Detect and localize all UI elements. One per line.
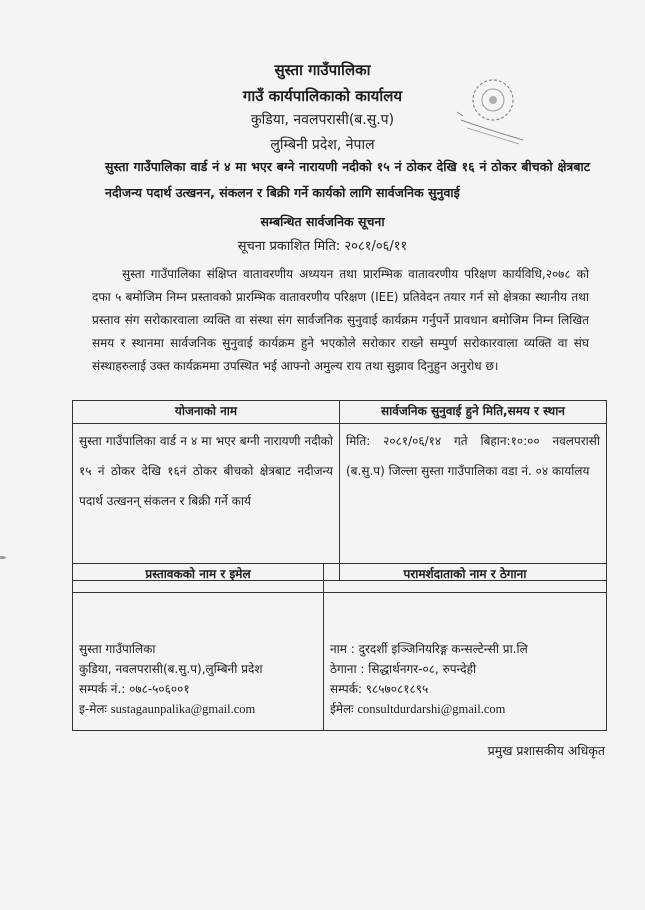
notice-body: सुस्ता गाउँपालिका संक्षिप्त वातावरणीय अध्ययन तथा प्रारम्भिक वातावरणीय परिक्षण कार्यविधि,२०७८ को दफा ५ बमोजिम निम्न प्रस्तावको प्रारम्भिक वातावरणीय परिक्षण (IEE) प्रतिवेदन तयार गर्न सो क्षेत्रका स्थानीय तथा प्रस्ताव संग सरोकारवाला व्यक्ति वा संस्था संग सार्वजनिक सुनुवाई कार्यक्रम गर्नुपर्ने प्रावधान बमोजिम निम्न लिखित समय र स्थानमा सार्वजनिक सुनुवाई कार्यक्रम हुने भएकोले सरोकार राख्ने सम्पुर्ण सरोकारवाला व्यक्ति वा संघ संस्थाहरुलाई उक्त कार्यक्रममा उपस्थित भई आफ्नो अमुल्य राय तथा सुझाव दिनुहुन अनुरोध छ।: [92, 267, 589, 373]
consultant-cell: [323, 593, 606, 731]
consultant-name: नाम : दुरदर्शी इञ्जिनियरिङ्ग कन्सल्टेन्सी प्रा.लि: [329, 642, 528, 656]
consultant-phone: सम्पर्क: ९८५७०८१८९५: [329, 682, 429, 696]
hearing-header: सार्वजनिक सुनुवाई हुने मिति,समय र स्थान: [340, 401, 607, 424]
project-name-cell: सुस्ता गाउँपालिका वार्ड न ४ मा भएर बग्नी नारायणी नदीको १५ नं ठोकर देखि १६नं ठोकर बीचको क्षेत्रबाट नदीजन्य पदार्थ उत्खनन् संकलन र बिक्री गर्ने कार्य: [73, 424, 340, 581]
proponent-address: कुडिया, नवलपरासी(ब.सु.प),लुम्बिनी प्रदेश: [79, 662, 263, 676]
proponent-phone: सम्पर्क नं.: ०७८-५०६००१: [79, 682, 190, 696]
office-address: कुडिया, नवलपरासी(ब.सु.प): [250, 112, 395, 128]
office-subtitle: गाउँ कार्यपालिकाको कार्यालय: [242, 87, 403, 105]
consultant-email-label: ईमेलः: [329, 702, 354, 716]
proponent-email-row: [79, 699, 317, 719]
consultant-email: consultdurdarshi@gmail.com: [357, 702, 506, 716]
consultant-address: ठेगाना : सिद्धार्थनगर-०८, रुपन्देही: [329, 662, 477, 676]
office-province: लुम्बिनी प्रदेश, नेपाल: [270, 137, 375, 153]
signature-title: प्रमुख प्रशासकीय अधिकृत: [487, 743, 605, 758]
consultant-email-row: [330, 699, 600, 719]
publication-date: सूचना प्रकाशित मिति: २०८१/०६/११: [237, 239, 408, 254]
proponent-email: sustagaunpalika@gmail.com: [110, 702, 256, 716]
notice-subject-line2: सम्बन्धित सार्वजनिक सूचना: [260, 214, 385, 229]
hearing-info-cell: मिति: २०८१/०६/१४ गते बिहान:१०:०० नवलपरासी (ब.सु.प) जिल्ला सुस्ता गाउँपालिका वडा नं. ०४ कार्यालय: [340, 424, 607, 581]
proponent-cell: [73, 593, 324, 731]
contact-table: [72, 563, 607, 731]
official-stamp-icon: [453, 68, 531, 146]
proponent-header: प्रस्तावकको नाम र इमेल: [73, 564, 324, 593]
consultant-header: परामर्शदाताको नाम र ठेगाना: [323, 564, 606, 593]
hearing-table: [72, 400, 607, 581]
office-title: सुस्ता गाउँपालिका: [274, 61, 371, 79]
proponent-name: सुस्ता गाउँपालिका: [79, 642, 156, 656]
project-name-header: योजनाको नाम: [73, 401, 340, 424]
proponent-email-label: इ-मेलः: [79, 702, 107, 716]
notice-subject: सुस्ता गाउँपालिका वार्ड नं ४ मा भएर बग्ने नारायणी नदीको १५ नं ठोकर देखि १६ नं ठोकर बीचको क्षेत्रबाट नदीजन्य पदार्थ उत्खनन, संकलन र बिक्री गर्ने कार्यको लागि सार्वजनिक सुनुवाई: [105, 159, 590, 200]
scan-mark: [0, 556, 6, 559]
